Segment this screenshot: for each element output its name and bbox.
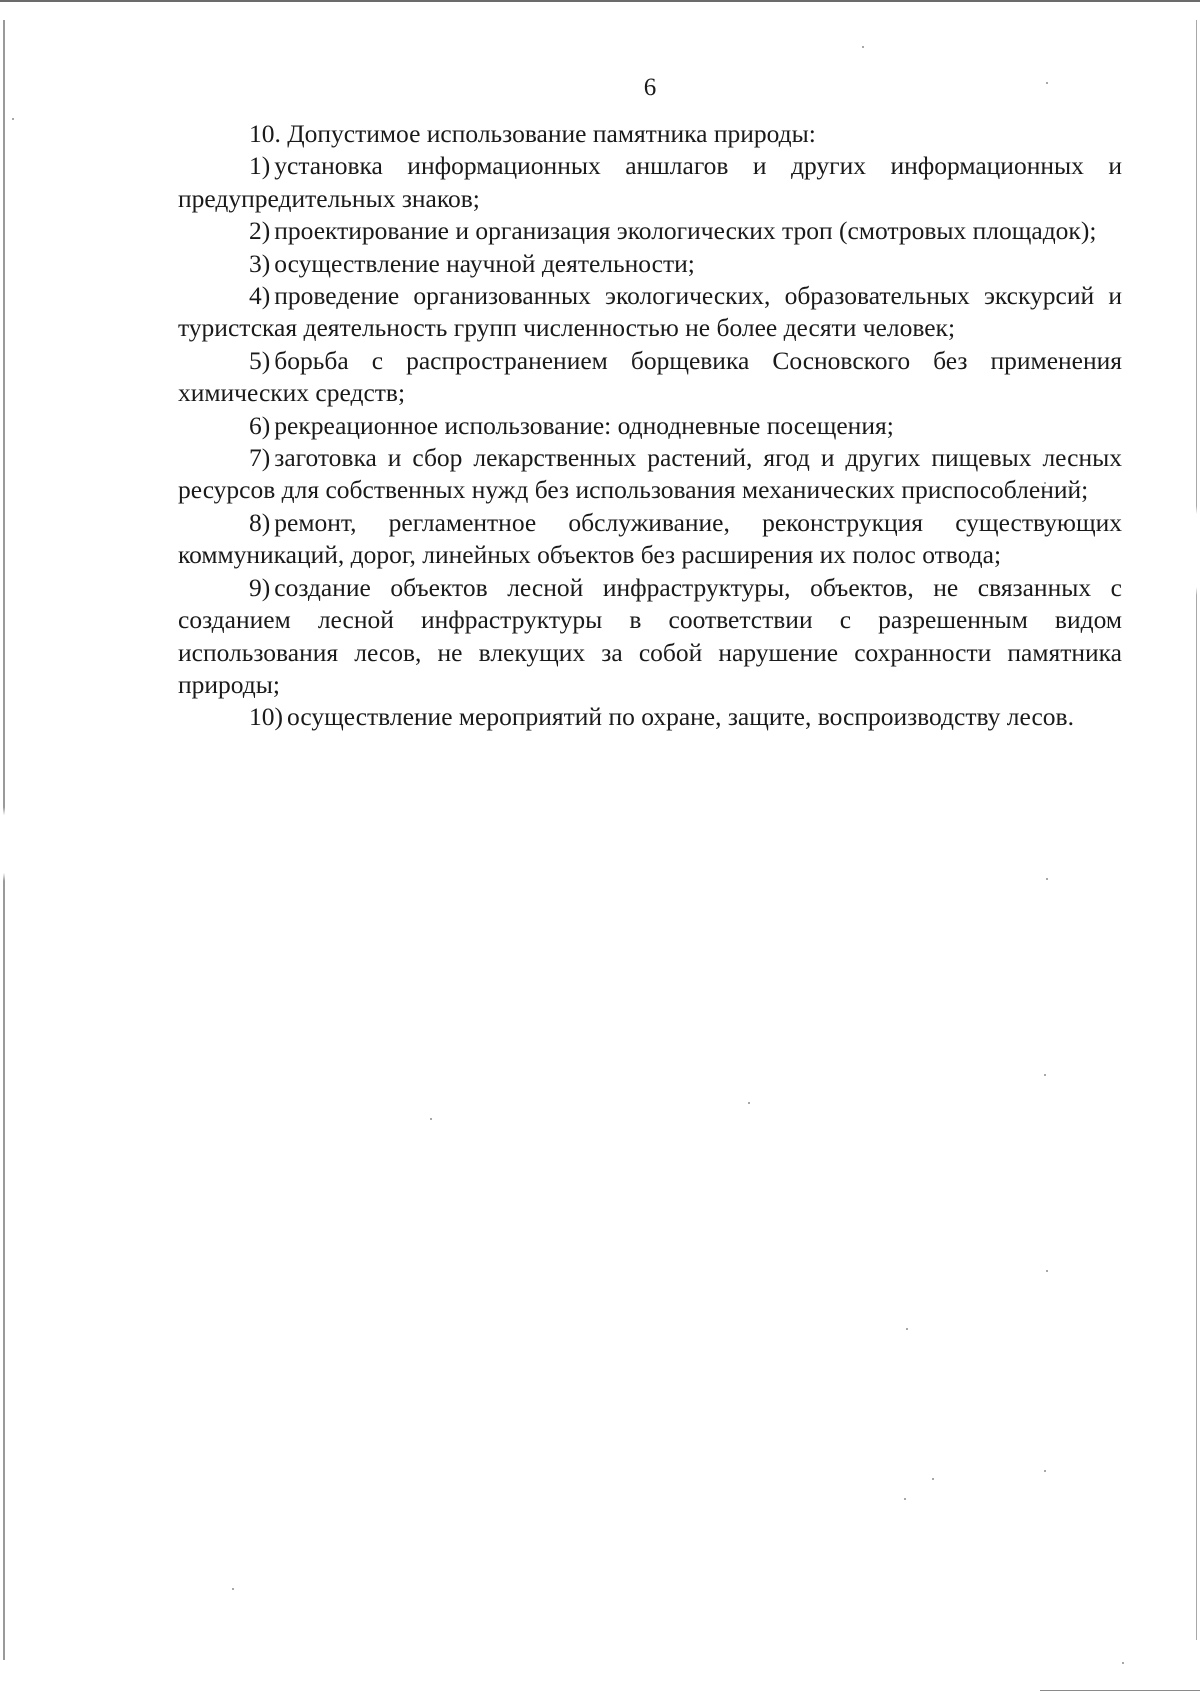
list-item-number: 3) <box>249 248 271 278</box>
list-item-number: 1) <box>249 151 271 181</box>
scan-speck <box>1122 1662 1124 1664</box>
scan-speck <box>1044 1074 1046 1076</box>
scan-edge-left <box>3 20 5 1660</box>
list-item <box>178 345 1122 410</box>
scan-speck <box>1046 878 1048 880</box>
list-item-text: рекреационное использование: однодневные посещения; <box>274 410 894 440</box>
list-item <box>178 442 1122 507</box>
section-heading: 10. Допустимое использование памятника природы: <box>249 119 816 148</box>
list-item <box>178 215 1122 247</box>
list-item <box>178 507 1122 572</box>
list-item-text: заготовка и сбор лекарственных растений, ягод и других пищевых лесных ресурсов для собственных нужд без использования механических приспособлений; <box>178 443 1122 505</box>
document-body <box>178 118 1122 734</box>
scan-speck <box>906 1328 908 1330</box>
scan-speck <box>430 1118 432 1120</box>
list-item-number: 8) <box>249 507 271 537</box>
list-item-text: создание объектов лесной инфраструктуры, объектов, не связанных с созданием лесной инфраструктуры в соответствии с разрешенным видом использования лесов, не влекущих за собой нарушение сохранности памятника природы; <box>178 572 1122 699</box>
list-item-number: 6) <box>249 410 271 440</box>
scan-speck <box>1044 1470 1046 1472</box>
list-item-text: проведение организованных экологических, образовательных экскурсий и туристская деятельность групп численностью не более десяти человек; <box>178 281 1122 343</box>
list-item-number: 7) <box>249 443 271 473</box>
list-item-number: 10) <box>249 702 283 732</box>
list-item-text: установка информационных аншлагов и других информационных и предупредительных знаков; <box>178 151 1122 213</box>
list-item-text: ремонт, регламентное обслуживание, реконструкция существующих коммуникаций, дорог, линейных объектов без расширения их полос отвода; <box>178 507 1122 570</box>
scan-speck <box>12 118 14 120</box>
list-item <box>178 280 1122 345</box>
list-item <box>178 572 1122 702</box>
list-item-number: 4) <box>249 281 271 311</box>
scan-speck <box>904 1498 906 1500</box>
list-item <box>178 248 1122 280</box>
scan-speck <box>862 46 864 48</box>
scan-edge-top <box>0 0 1200 2</box>
list-item <box>178 150 1122 215</box>
scan-edge-bottom <box>1040 1690 1200 1692</box>
list-item-text: осуществление мероприятий по охране, защите, воспроизводству лесов. <box>287 702 1074 732</box>
list-item <box>178 701 1122 733</box>
scan-edge-right <box>1196 20 1198 1640</box>
list-item-number: 2) <box>249 216 271 246</box>
scan-speck <box>232 1588 234 1590</box>
list-item-number: 5) <box>249 345 271 375</box>
list-item <box>178 410 1122 442</box>
scan-speck <box>932 1478 934 1480</box>
list-item-text: борьба с распространением борщевика Сосновского без применения химических средств; <box>178 345 1122 408</box>
list-item-number: 9) <box>249 572 271 602</box>
scan-speck <box>748 1102 750 1104</box>
page-number: 6 <box>643 74 657 101</box>
list-item-text: осуществление научной деятельности; <box>274 248 695 278</box>
scan-speck <box>1046 1270 1048 1272</box>
list-item-text: проектирование и организация экологических троп (смотровых площадок); <box>274 216 1097 246</box>
